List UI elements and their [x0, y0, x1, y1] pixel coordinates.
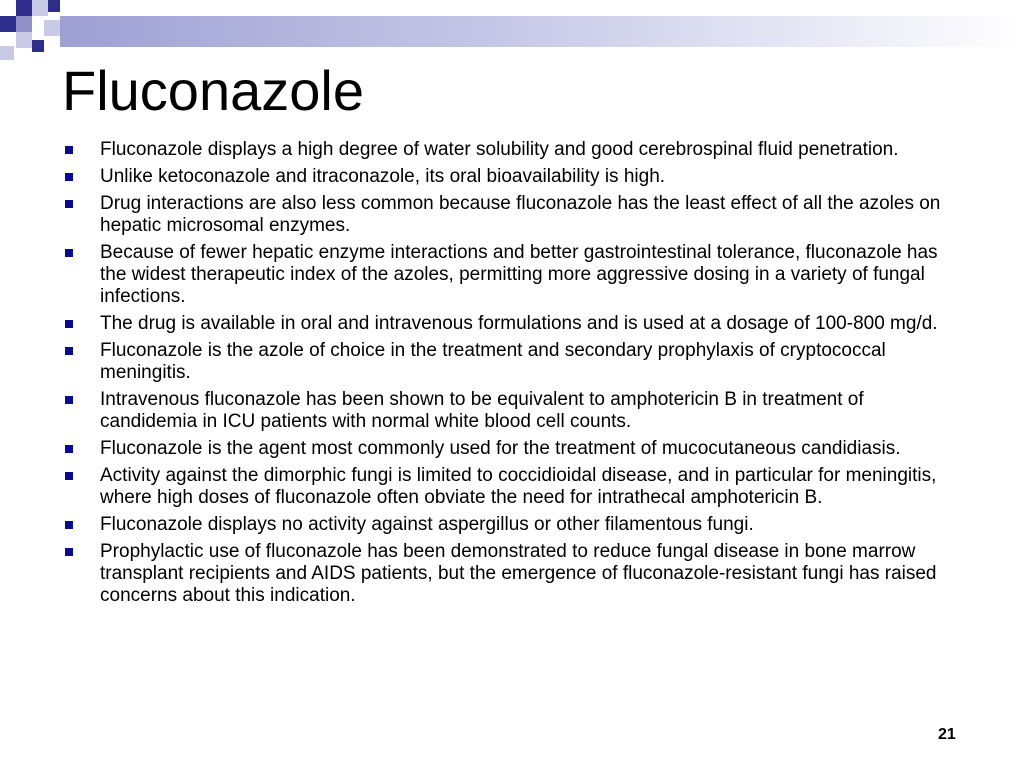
decorative-square — [32, 0, 48, 16]
bullet-item — [60, 139, 965, 161]
bullet-item — [60, 242, 965, 308]
square-bullet-icon — [65, 347, 73, 355]
bullet-text: Fluconazole displays no activity against aspergillus or other filamentous fungi. — [100, 514, 754, 535]
slide-title: Fluconazole — [62, 59, 364, 122]
square-bullet-icon — [65, 521, 73, 529]
square-bullet-icon — [65, 445, 73, 453]
bullet-text: Fluconazole is the agent most commonly used for the treatment of mucocutaneous candidiasis. — [100, 438, 901, 459]
bullet-text: Unlike ketoconazole and itraconazole, its oral bioavailability is high. — [100, 166, 666, 187]
page-number: 21 — [938, 726, 956, 743]
bullet-text: Fluconazole displays a high degree of water solubility and good cerebrospinal fluid penetration. — [100, 139, 899, 160]
bullet-text: Because of fewer hepatic enzyme interactions and better gastrointestinal tolerance, fluconazole has the widest therapeutic index of the azoles, permitting more aggressive dosing in a variety of fungal infections. — [100, 242, 938, 307]
bullet-item — [60, 514, 965, 536]
bullet-item — [60, 193, 965, 237]
square-bullet-icon — [65, 396, 73, 404]
bullet-item — [60, 389, 965, 433]
bullet-item — [60, 340, 965, 384]
square-bullet-icon — [65, 249, 73, 257]
square-bullet-icon — [65, 173, 73, 181]
bullet-item — [60, 166, 965, 188]
decorative-square — [0, 16, 16, 32]
bullet-text: Fluconazole is the azole of choice in the treatment and secondary prophylaxis of cryptococcal meningitis. — [100, 340, 886, 383]
square-bullet-icon — [65, 548, 73, 556]
decorative-square — [32, 40, 44, 52]
bullet-item — [60, 541, 965, 607]
bullet-list — [60, 139, 965, 612]
header-gradient-bar — [60, 16, 1024, 47]
decorative-square — [48, 0, 60, 12]
decorative-square — [16, 32, 32, 48]
bullet-text: Intravenous fluconazole has been shown to be equivalent to amphotericin B in treatment of candidemia in ICU patients with normal white blood cell counts. — [100, 389, 864, 432]
bullet-item — [60, 465, 965, 509]
square-bullet-icon — [65, 200, 73, 208]
bullet-text: The drug is available in oral and intravenous formulations and is used at a dosage of 100-800 mg/d. — [100, 313, 938, 334]
square-bullet-icon — [65, 146, 73, 154]
bullet-text: Drug interactions are also less common because fluconazole has the least effect of all the azoles on hepatic microsomal enzymes. — [100, 193, 941, 236]
decorative-square — [16, 0, 32, 16]
bullet-text: Prophylactic use of fluconazole has been demonstrated to reduce fungal disease in bone marrow transplant recipients and AIDS patients, but the emergence of fluconazole-resistant fungi has raised concerns about this indication. — [100, 541, 937, 606]
bullet-text: Activity against the dimorphic fungi is limited to coccidioidal disease, and in particular for meningitis, where high doses of fluconazole often obviate the need for intrathecal amphotericin B. — [100, 465, 937, 508]
bullet-item — [60, 313, 965, 335]
decorative-square — [0, 46, 14, 60]
square-bullet-icon — [65, 320, 73, 328]
decorative-square — [44, 20, 60, 36]
bullet-item — [60, 438, 965, 460]
decorative-square — [16, 16, 32, 32]
square-bullet-icon — [65, 472, 73, 480]
